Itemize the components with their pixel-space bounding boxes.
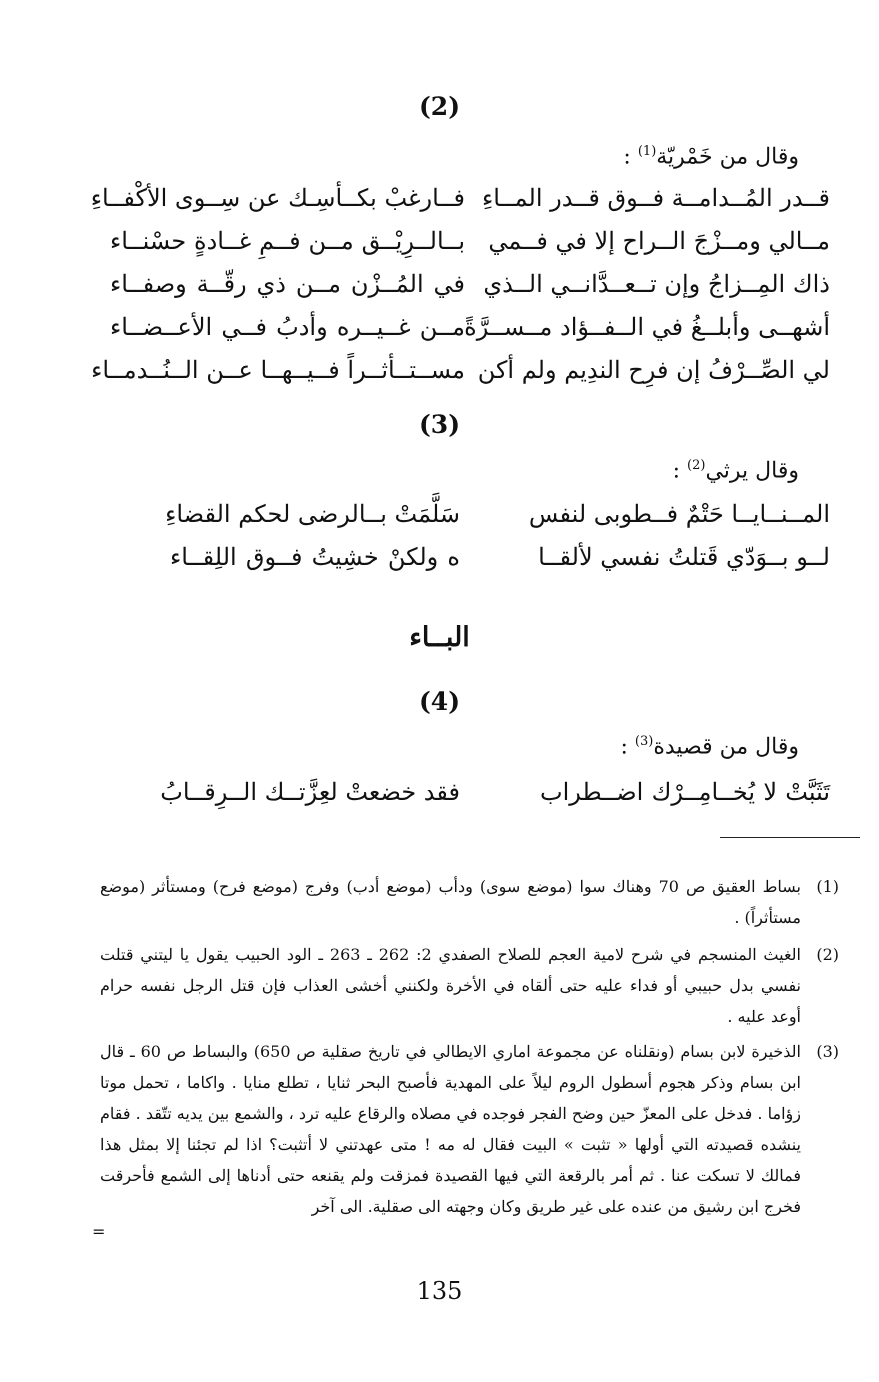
footnote xyxy=(100,871,839,933)
second-hemistich: فــارغبْ بكــأسِـك عن سِــوى الأكْفــاءِ xyxy=(90,184,465,212)
poem xyxy=(110,500,830,586)
footnote xyxy=(100,939,839,1032)
page-number: 135 xyxy=(416,1277,463,1305)
section-intro xyxy=(621,734,800,759)
section-number: (3) xyxy=(418,410,461,439)
verse xyxy=(110,270,830,313)
footnote-number: (3) xyxy=(816,1042,839,1061)
verse xyxy=(90,184,830,227)
chapter-title: البــاء xyxy=(409,622,470,653)
verse xyxy=(110,500,830,543)
footnote-number: (2) xyxy=(816,945,839,964)
verse xyxy=(110,543,830,586)
footnote xyxy=(100,1036,839,1222)
poem xyxy=(110,778,830,821)
second-hemistich: فقد خضعتْ لعِزَّتــك الــرِقــابُ xyxy=(160,778,460,806)
intro-text: وقال من خَمْريّة xyxy=(656,144,799,170)
footnote-text: الغيث المنسجم في شرح لامية العجم للصلاح الصفدي 2: 262 ـ 263 ـ الود الحبيب يقول يا ليتني قتلت نفسي بدل حبيبي أو فداء عليه حتى ألقاه في الأخرة ولكنني أخشى العذاب فإن قتل الرجل نفسه حرام أوعد عليه . xyxy=(100,945,802,1026)
verse xyxy=(91,356,830,399)
section-number: (2) xyxy=(418,92,461,121)
section-number: (4) xyxy=(418,687,461,716)
second-hemistich: ه ولكنْ خشِيتُ فــوق اللِقــاء xyxy=(170,543,460,571)
intro-colon: : xyxy=(672,458,688,484)
first-hemistich: لــو بــوَدّي قَتلتُ نفسي لألقــا xyxy=(538,543,830,571)
second-hemistich: سَلَّمَتْ بــالرضى لحكم القضاءِ xyxy=(165,500,460,528)
first-hemistich: أشهــى وأبلــغُ في الــفــؤاد مــســرَّةً xyxy=(464,313,830,341)
first-hemistich: المــنــايــا حَتْمٌ فــطوبى لنفس xyxy=(528,500,830,528)
continuation-mark: = xyxy=(92,1222,106,1241)
intro-colon: : xyxy=(620,734,635,760)
verse xyxy=(110,778,830,821)
first-hemistich: قــدر المُــدامــة فــوق قــدر المــاءِ xyxy=(482,184,830,212)
footnote-text: الذخيرة لابن بسام (ونقلناه عن مجموعة اماري الايطالي في تاريخ صقلية ص 650) والبساط ص 60 ـ قال ابن بسام وذكر هجوم أسطول الروم ليلاً على المهدية فأصبح البحر ثنايا ، تطلع منايا . واكاما ، تحمل موتا زؤاما . فدخل على المعزّ حين وضح الفجر فوجده في مصلاه والرقاع عليه ترد ، والشمع بين يديه تتّقد . فقام ينشده قصيدته التي أولها « تثبت » البيت فقال له مه ! متى عهدتني لا أتثبت؟ اذا لم تجئنا إلا بمثل هذا فمالك لا تسكت عنا . ثم أمر بالرقعة التي فيها القصيدة فمزقت ولم يقنعه حتى أدناها إلى الشمع فأحرقت فخرج ابن رشيق من عنده على غير طريق وكان وجهته الى صقلية. الى آخر xyxy=(100,1042,802,1216)
first-hemistich: تَثَبَّتْ لا يُخــامِــرْك اضــطراب xyxy=(540,778,830,806)
footnote-ref: (1) xyxy=(637,144,657,159)
second-hemistich: مســتــأثــراً فــيــهــا عــن الــنُــدمــاء xyxy=(91,356,465,384)
section-intro xyxy=(673,458,799,483)
second-hemistich: في المُــزْن مــن ذي رقّــة وصفــاء xyxy=(110,270,465,298)
section-intro xyxy=(623,144,799,169)
verse xyxy=(110,313,830,356)
first-hemistich: لي الصِّــرْفُ إن فرِح الندِيم ولم أكن xyxy=(477,356,830,384)
second-hemistich: مــن غــيــره وأدبُ فــي الأعــضــاء xyxy=(110,313,465,341)
footnote-number: (1) xyxy=(816,877,839,896)
intro-colon: : xyxy=(623,144,638,170)
intro-text: وقال يرثي xyxy=(705,458,799,484)
intro-text: وقال من قصيدة xyxy=(653,734,799,760)
poem xyxy=(90,184,830,399)
verse xyxy=(110,227,830,270)
footnote-ref: (2) xyxy=(687,458,706,473)
footnote-separator xyxy=(720,837,860,838)
footnote-text: بساط العقيق ص 70 وهناك سوا (موضع سوى) ودأب (موضع أدب) وفرج (موضع فرح) ومستأثر (موضع مستأثراً) . xyxy=(100,877,801,927)
footnote-ref: (3) xyxy=(634,734,654,749)
first-hemistich: مــالي ومــزْجَ الــراح إلا في فــمي xyxy=(488,227,830,255)
first-hemistich: ذاك المِــزاجُ وإن تــعــدَّانــي الــذي xyxy=(483,270,830,298)
second-hemistich: بــالــرِيْــق مــن فــمِ غــادةٍ حسْنــاء xyxy=(110,227,465,255)
